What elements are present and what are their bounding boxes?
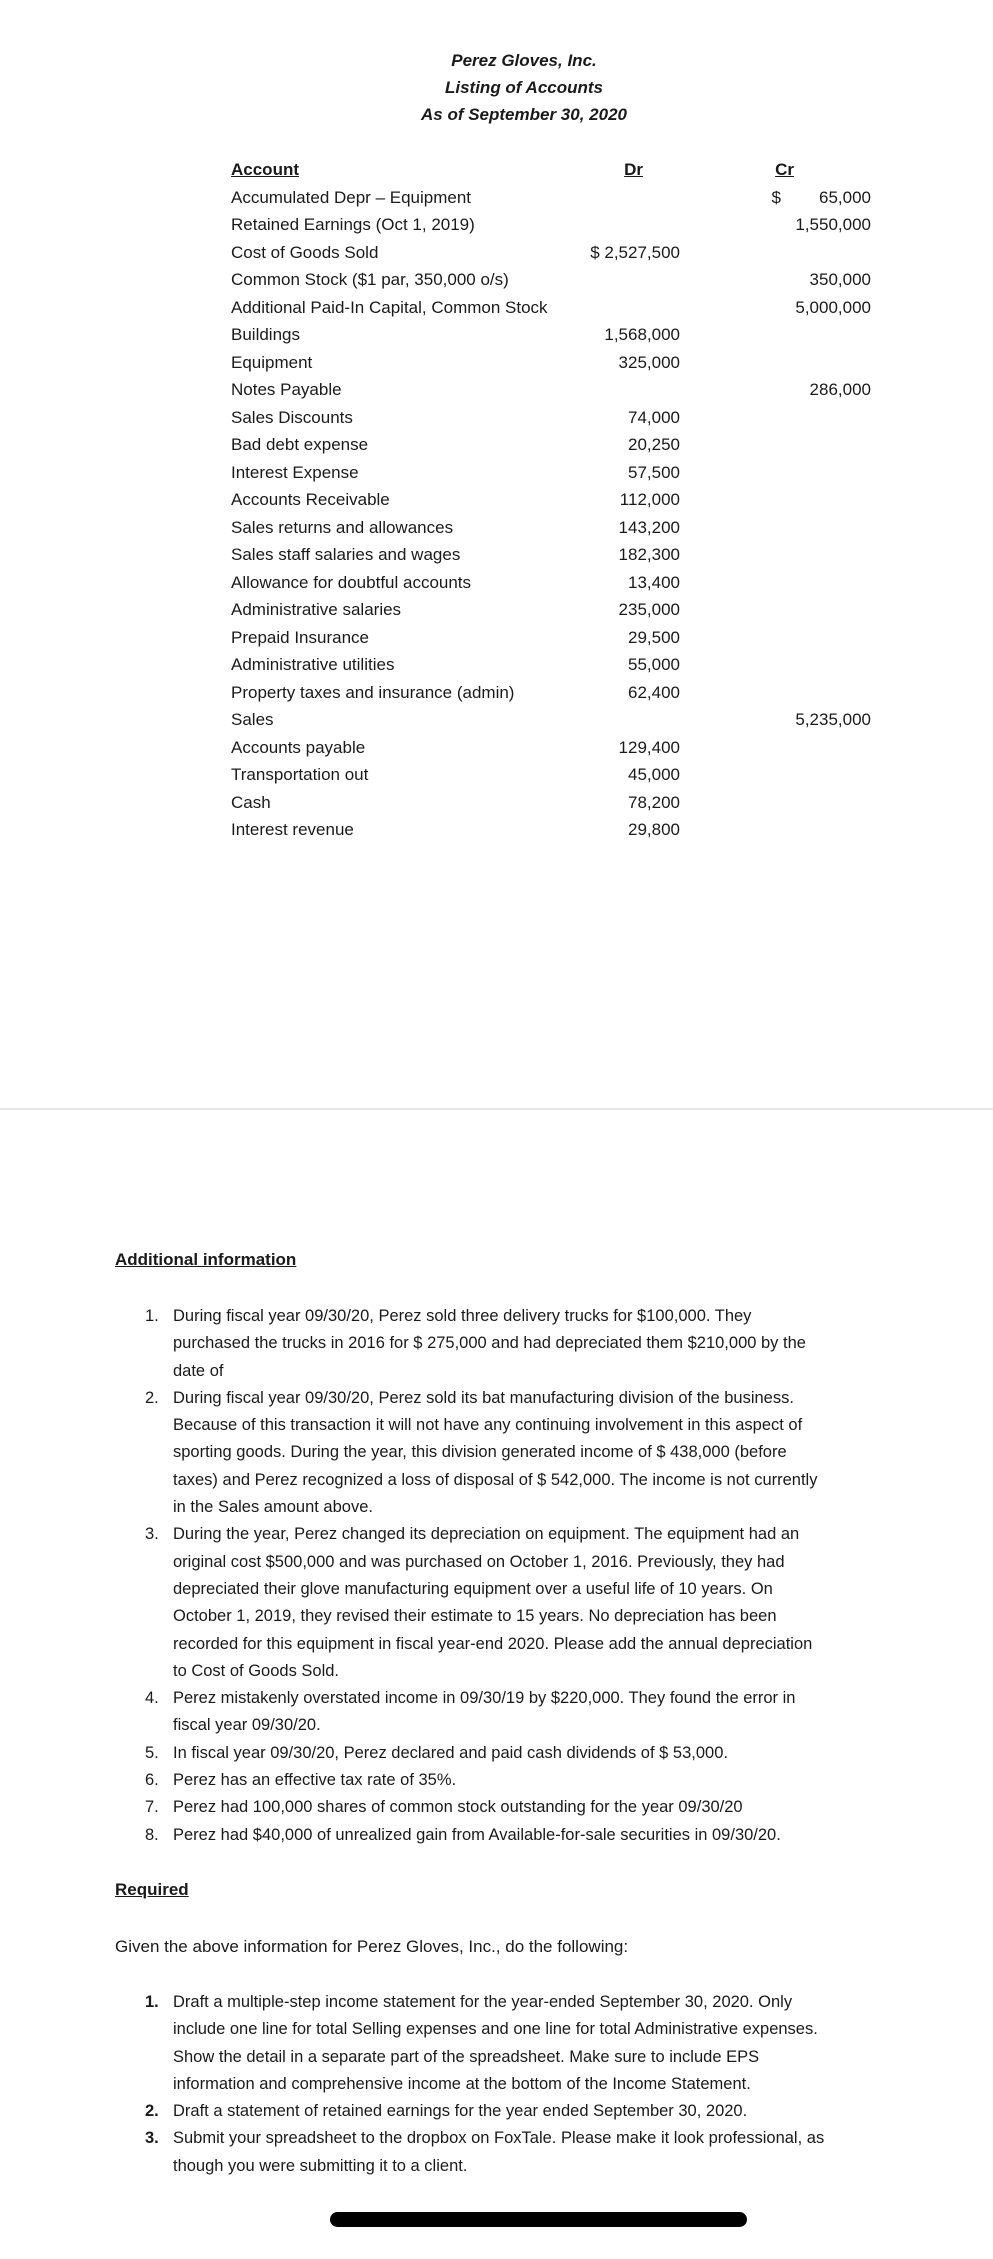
company-name: Perez Gloves, Inc. [451, 51, 597, 70]
header-account: Account [231, 160, 299, 179]
debit-amount: 62,400 [628, 682, 680, 702]
debit-amount: 235,000 [618, 600, 680, 619]
account-name: Additional Paid-In Capital, Common Stock [231, 297, 548, 317]
list-item-line: sporting goods. During the year, this division generated income of $ 438,000 (before [173, 1443, 787, 1462]
list-item-line: During the year, Perez changed its depreciation on equipment. The equipment had an [173, 1525, 800, 1544]
debit-amount: 45,000 [628, 765, 680, 784]
list-item [145, 1303, 880, 1385]
list-item-line: Because of this transaction it will not have any continuing involvement in this aspect of [173, 1416, 803, 1435]
list-item-line: Show the detail in a separate part of the spreadsheet. Make sure to include EPS [173, 2047, 760, 2066]
table-row [231, 404, 871, 432]
debit-amount: $ 2,527,500 [590, 242, 680, 262]
table-row [231, 761, 871, 789]
accounts-table [231, 156, 871, 844]
table-row [231, 294, 871, 322]
debit-amount: 78,200 [628, 792, 680, 812]
account-name: Prepaid Insurance [231, 627, 369, 647]
account-name: Administrative utilities [231, 655, 395, 674]
debit-amount: 29,800 [628, 820, 680, 839]
list-item-line: Submit your spreadsheet to the dropbox on FoxTale. Please make it look professional, as [173, 2129, 825, 2148]
table-row [231, 734, 871, 762]
list-item-line: fiscal year 09/30/20. [173, 1716, 321, 1735]
credit-amount: 286,000 [809, 380, 871, 399]
required-title: Required [115, 1880, 189, 1899]
list-item-line: Perez had $40,000 of unrealized gain from Available-for-sale securities in 09/30/20. [173, 1825, 781, 1844]
account-name: Sales [231, 710, 274, 729]
debit-amount: 13,400 [628, 572, 680, 592]
list-item [145, 1822, 880, 1849]
list-item-line: information and comprehensive income at the bottom of the Income Statement. [173, 2074, 751, 2093]
list-item [145, 1521, 880, 1685]
list-item-number: 1. [145, 1307, 159, 1325]
page-separator [0, 1108, 993, 1110]
additional-info-title: Additional information [115, 1250, 297, 1269]
list-item-line: in the Sales amount above. [173, 1498, 373, 1517]
debit-amount: 182,300 [618, 545, 680, 564]
list-item-line: include one line for total Selling expenses and one line for total Administrative expenses. [173, 2020, 818, 2039]
account-name: Administrative salaries [231, 600, 402, 619]
additional-info-list [145, 1303, 880, 1849]
list-item [145, 1385, 880, 1521]
currency-symbol: $ [771, 187, 781, 207]
account-name: Property taxes and insurance (admin) [231, 682, 515, 702]
list-item [145, 2098, 880, 2125]
debit-amount: 1,568,000 [604, 325, 680, 344]
list-item-line: October 1, 2019, they revised their estimate to 15 years. No depreciation has been [173, 1607, 777, 1626]
required-intro: Given the above information for Perez Gloves, Inc., do the following: [115, 1937, 629, 1956]
debit-amount: 129,400 [618, 737, 680, 757]
table-row [231, 569, 871, 597]
table-row [231, 239, 871, 267]
list-item-line: Perez has an effective tax rate of 35%. [173, 1771, 457, 1790]
list-item-number: 4. [145, 1689, 159, 1708]
list-item-number: 2. [145, 2102, 159, 2121]
list-item-line: Perez mistakenly overstated income in 09/30/19 by $220,000. They found the error in [173, 1689, 796, 1708]
list-item-line: recorded for this equipment in fiscal year-end 2020. Please add the annual depreciation [173, 1634, 813, 1653]
account-name: Cash [231, 792, 271, 812]
credit-amount: 65,000 [819, 187, 871, 207]
debit-amount: 112,000 [619, 490, 680, 509]
list-item-number: 2. [145, 1388, 159, 1407]
account-name: Bad debt expense [231, 435, 369, 454]
list-item-number: 7. [145, 1798, 159, 1817]
list-item [145, 1989, 880, 2098]
table-row [231, 486, 871, 514]
list-item-line: During fiscal year 09/30/20, Perez sold three delivery trucks for $100,000. They [173, 1307, 752, 1325]
table-row [231, 651, 871, 679]
account-name: Transportation out [231, 765, 369, 784]
account-name: Cost of Goods Sold [231, 242, 379, 262]
debit-amount: 325,000 [618, 352, 680, 372]
list-item [145, 1767, 880, 1794]
list-item-line: In fiscal year 09/30/20, Perez declared and paid cash dividends of $ 53,000. [173, 1743, 728, 1762]
list-item-number: 3. [145, 2129, 159, 2148]
account-name: Sales Discounts [231, 407, 353, 427]
list-item-number: 1. [145, 1993, 159, 2011]
account-name: Accumulated Depr – Equipment [231, 187, 472, 207]
list-item-number: 6. [145, 1771, 159, 1790]
credit-amount: 350,000 [809, 270, 871, 289]
account-name: Interest Expense [231, 462, 359, 482]
header-cr: Cr [775, 160, 794, 179]
table-row [231, 816, 871, 844]
list-item-line: date of [173, 1361, 224, 1380]
debit-amount: 29,500 [628, 627, 680, 647]
account-name: Retained Earnings (Oct 1, 2019) [231, 215, 475, 234]
table-row [231, 184, 871, 212]
debit-amount: 20,250 [628, 435, 680, 454]
account-name: Allowance for doubtful accounts [231, 572, 472, 592]
debit-amount: 74,000 [628, 407, 680, 427]
list-item-number: 8. [145, 1825, 159, 1844]
account-name: Buildings [231, 325, 300, 344]
table-row [231, 514, 871, 542]
table-row [231, 376, 871, 404]
table-row [231, 431, 871, 459]
credit-amount: 1,550,000 [795, 215, 871, 234]
account-name: Accounts payable [231, 737, 366, 757]
report-header [0, 47, 993, 128]
debit-amount: 143,200 [618, 517, 680, 537]
header-dr: Dr [624, 160, 643, 179]
list-item-line: to Cost of Goods Sold. [173, 1661, 340, 1680]
list-item-line: depreciated their glove manufacturing equipment over a useful life of 10 years. On [173, 1579, 773, 1598]
account-name: Accounts Receivable [231, 490, 390, 509]
table-row [231, 321, 871, 349]
debit-amount: 57,500 [628, 462, 680, 482]
list-item-number: 5. [145, 1743, 159, 1762]
account-name: Interest revenue [231, 820, 354, 839]
list-item [145, 1794, 880, 1821]
table-row [231, 459, 871, 487]
list-item-line: though you were submitting it to a client. [173, 2156, 468, 2175]
credit-amount: 5,000,000 [795, 297, 871, 317]
list-item-line: Draft a statement of retained earnings for the year ended September 30, 2020. [173, 2102, 748, 2121]
account-name: Sales staff salaries and wages [231, 545, 461, 564]
list-item-line: original cost $500,000 and was purchased on October 1, 2016. Previously, they had [173, 1552, 785, 1571]
table-row [231, 211, 871, 239]
list-item-line: purchased the trucks in 2016 for $ 275,000 and had depreciated them $210,000 by the [173, 1334, 806, 1353]
home-indicator[interactable] [330, 2212, 747, 2227]
table-row [231, 679, 871, 707]
list-item-line: taxes) and Perez recognized a loss of disposal of $ 542,000. The income is not currently [173, 1470, 818, 1489]
credit-amount: 5,235,000 [795, 710, 871, 729]
table-row [231, 706, 871, 734]
table-header [231, 156, 871, 184]
account-name: Sales returns and allowances [231, 517, 454, 537]
account-name: Equipment [231, 352, 313, 372]
table-row [231, 789, 871, 817]
list-item-line: Perez had 100,000 shares of common stock outstanding for the year 09/30/20 [173, 1798, 743, 1817]
table-row [231, 624, 871, 652]
list-item-line: Draft a multiple-step income statement for the year-ended September 30, 2020. Only [173, 1993, 793, 2011]
table-row [231, 349, 871, 377]
table-row [231, 541, 871, 569]
list-item-line: During fiscal year 09/30/20, Perez sold its bat manufacturing division of the business. [173, 1388, 794, 1407]
account-name: Notes Payable [231, 380, 342, 399]
required-list [145, 1989, 880, 2180]
report-title: Listing of Accounts [444, 78, 604, 97]
list-item [145, 1740, 880, 1767]
report-date: As of September 30, 2020 [421, 105, 627, 124]
list-item [145, 1685, 880, 1740]
list-item [145, 2125, 880, 2180]
account-name: Common Stock ($1 par, 350,000 o/s) [231, 270, 509, 289]
debit-amount: 55,000 [628, 655, 680, 674]
list-item-number: 3. [145, 1525, 159, 1544]
table-row [231, 596, 871, 624]
table-row [231, 266, 871, 294]
